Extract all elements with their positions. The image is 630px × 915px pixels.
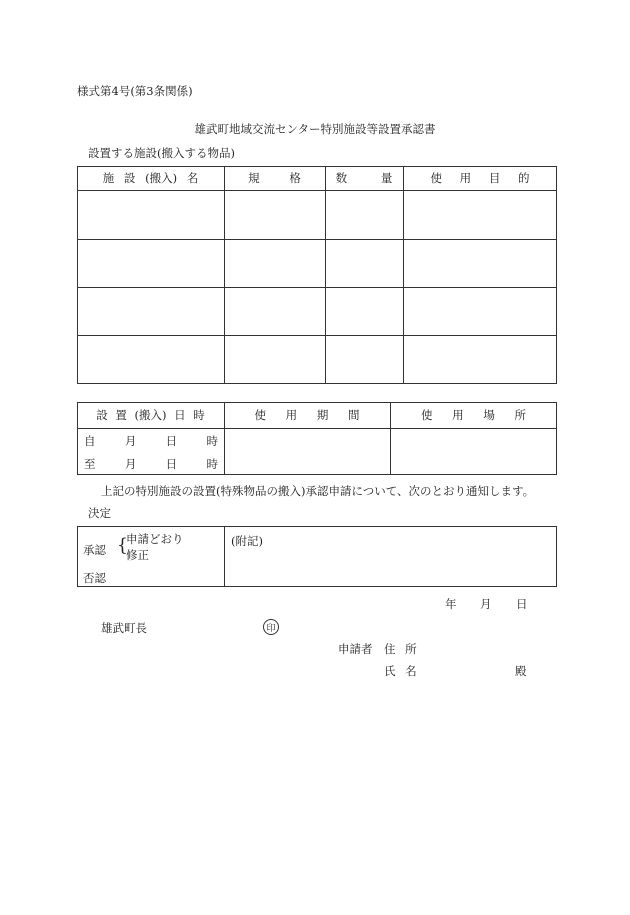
form-number: 様式第4号(第3条関係)	[77, 84, 193, 98]
approve-label: 承認	[83, 543, 106, 557]
deny-label: 否認	[83, 571, 106, 585]
seal-icon: 印	[263, 619, 279, 635]
remarks-label: (附記)	[231, 534, 263, 548]
applicant-name-label: 氏 名	[384, 664, 417, 678]
notice-text: 上記の特別施設の設置(特殊物品の搬入)承認申請について、次のとおり通知します。	[101, 484, 535, 498]
mayor-label: 雄武町長	[101, 621, 147, 635]
items-table-row-line	[77, 239, 557, 240]
row-to	[84, 456, 218, 472]
applicant-address-label: 住 所	[384, 642, 417, 656]
items-table-row-line	[77, 335, 557, 336]
items-table-frame	[77, 166, 557, 384]
items-table-col-line	[403, 166, 404, 384]
from-hour: 時	[206, 434, 218, 448]
header-install-datetime: 設 置 (搬入) 日 時	[96, 408, 205, 422]
section-label: 設置する施設(搬入する物品)	[88, 146, 235, 160]
decision-label: 決定	[88, 506, 111, 520]
brace-icon: {	[117, 535, 128, 557]
header-facility-name: 施 設 (搬入) 名	[102, 171, 199, 185]
applicant-label: 申請者	[338, 642, 373, 656]
to-day: 日	[165, 457, 178, 471]
row-from	[84, 433, 218, 449]
option-as-applied: 申請どおり	[126, 532, 184, 546]
to-hour: 時	[206, 457, 218, 471]
to-label: 至	[84, 457, 96, 471]
items-table-col-line	[325, 166, 326, 384]
items-table-header-line	[77, 190, 557, 191]
to-month: 月	[124, 457, 137, 471]
from-month: 月	[124, 434, 137, 448]
header-usage-period: 使 用 期 間	[254, 408, 360, 422]
header-usage-place: 使 用 場 所	[421, 408, 526, 422]
from-day: 日	[165, 434, 178, 448]
header-quantity: 数 量	[335, 171, 393, 185]
items-table-row-line	[77, 287, 557, 288]
header-purpose: 使 用 目 的	[430, 171, 530, 185]
header-spec: 規 格	[248, 171, 301, 185]
date-year: 年	[445, 597, 457, 611]
honorific: 殿	[515, 664, 527, 678]
option-modified: 修正	[126, 548, 149, 562]
page-title: 雄武町地域交流センター特別施設等設置承認書	[194, 122, 436, 136]
date-day: 日	[516, 597, 528, 611]
from-label: 自	[84, 434, 96, 448]
decision-box-divider	[224, 526, 225, 587]
items-table-col-line	[224, 166, 225, 384]
schedule-table-header-line	[77, 428, 557, 429]
date-month: 月	[480, 597, 492, 611]
